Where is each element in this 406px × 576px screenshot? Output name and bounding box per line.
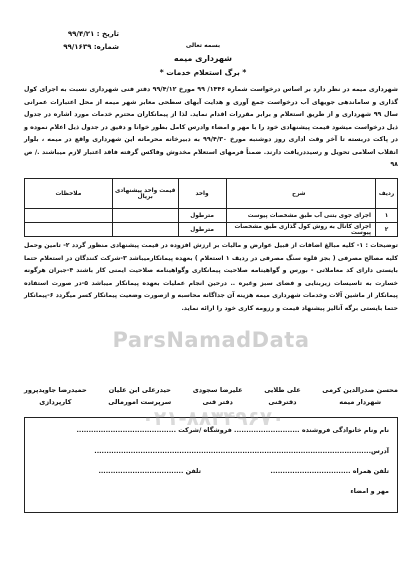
cell-row-number: ۱ (376, 209, 398, 223)
signer-role: دفتر فنی (202, 398, 233, 406)
signer-name: علیرضا سجودی (192, 386, 243, 394)
signer-block (322, 384, 398, 408)
signer-block (24, 384, 87, 408)
cell-row-number: ۲ (376, 223, 398, 237)
signer-name: حیدرعلی ابن علیان (108, 386, 171, 394)
intro-paragraph: شهرداری میمه در نظر دارد بر اساس درخواست شماره ۱۴۴۶/ ۹۹ مورخ ۹۹/۴/۱۲ دفتر فنی شهرداری نسبت به اجرای کول گذاری و ساماندهی جویهای آب درخواست جمع آوری و هدایت آبهای سطحی معابر شهر میمه از محل اعتبارات عمرانی سال ۹۹ شهرداری و از طریق استعلام و برابر مقررات اقدام نماید. لذا از پیمانکاران محترم خدمات مورد اشاره در جدول ذیل درخواست میشود قیمت پیشنهادی خود را با مهر و امضاء وادرس کامل بطور خوانا و دقیق در جدول ذیل اعلام نموده و در پاکت دربسته تا آخر وقت اداری روز دوشنبه مورخ ۹۹/۴/۳۰ به دبیرخانه محرمانه این شهرداری واقع در میمه ، بلوار انقلاب اسلامی تحویل و رسیددریافت دارند. ضمناً فرمهای استعلام مخدوش وفاکس گرفته فاقد اعتبار لازم میباشند ./ ص ۹۸ (24, 86, 399, 168)
cell-price[interactable] (112, 223, 178, 237)
table-row (25, 209, 398, 223)
signer-block (108, 384, 171, 408)
organization-name: شهرداری میمه (173, 54, 233, 63)
cell-description: اجرای کانال به روش کول گذاری طبق مشخصات پیوست (226, 223, 376, 237)
watermark-phone: ۰۲۱-۸۸۳۴۹۶۷۰ (141, 406, 285, 430)
document-title: * برگ استعلام خدمات * (159, 68, 247, 77)
items-table (24, 178, 398, 237)
cell-unit: مترطول (178, 223, 226, 237)
number-line: شماره: ۹۹/۱۶۳۹ (63, 43, 119, 51)
signer-role: کارپردازی (39, 398, 72, 406)
document-heading (128, 42, 278, 77)
mobile-field[interactable]: تلفن همراه ................................. (270, 467, 389, 475)
header-meta (24, 28, 119, 54)
watermark-brand: ParsNamadData (112, 328, 310, 352)
signer-block (264, 384, 301, 408)
signer-role: دفترفنی (268, 398, 297, 406)
cell-price[interactable] (112, 209, 178, 223)
cell-unit: مترطول (178, 209, 226, 223)
col-header-notes: ملاحظات (25, 179, 113, 209)
cell-notes[interactable] (25, 209, 113, 223)
cell-notes[interactable] (25, 223, 113, 237)
document-page (8, 14, 398, 498)
seller-name-field[interactable]: نام ونام خانوادگی فروشنده ........................... فروشگاه /شرکت ......................................... (76, 426, 389, 434)
bidder-info-box (24, 417, 398, 513)
phone-field[interactable]: تلفن ................................... (98, 467, 201, 475)
signer-name: محسن صدرالدین کرمی (322, 386, 398, 394)
signer-role: شهردار میمه (339, 398, 382, 406)
basmala: بسمه تعالی (185, 42, 221, 49)
signatories (24, 384, 398, 408)
signer-role: سرپرست امورمالی (108, 398, 172, 406)
signer-name: علی طلایی (264, 386, 301, 394)
col-header-row: ردیف (376, 179, 398, 209)
stamp-signature-label: مهر و امضاء (350, 487, 389, 495)
notes-paragraph: توضیحات : ۱- کلیه مبالغ اضافات از قبیل عوارض و مالیات بر ارزش افزوده در قیمت پیشنهادی منظور گردد ۲- تامین وحمل کلیه مصالح مصرفی ( بجز قلوه سنگ مصرفی در ردیف ۱ استعلام ) بعهده پیمانکارمیباشد ۳-شرکت کنندگان در استعلام حتما بایستی دارای کد معاملاتی - بورس و گواهینامه صلاحیت پیمانکاری وگواهینامه صلاحیت ایمنی کار باشند ۴-جبران هرگونه خسارت به تاسیسات زیربنایی و فضای سبز وغیره .. درحین انجام عملیات بعهده پیمانکار میباشد ۵-در صورت استفاده پیمانکار از ماشین آلات وخدمات شهرداری میمه هزینه آن جداگانه محاسبه و ازصورت وضعیت پیمانکار کسر میگردد ۶-پیمانکار حتما بایستی برگه آنالیز پیشنهاد قیمت و رزومه کاری خود را ارائه نماید. (24, 242, 398, 312)
col-header-price: قیمت واحد پیشنهادی بریال (112, 179, 178, 209)
signer-block (193, 384, 243, 408)
cell-description: اجرای جوی بتنی آب طبق مشخصات پیوست (226, 209, 376, 223)
date-line: تاریخ : ۹۹/۴/۲۱ (67, 30, 119, 38)
signer-name: حمیدرضا جاویدپرور (24, 386, 87, 394)
table-row (25, 223, 398, 237)
address-field[interactable]: آدرس.................................................................................................................. (94, 447, 389, 455)
col-header-unit: واحد (178, 179, 226, 209)
col-header-desc: شرح (226, 179, 376, 209)
